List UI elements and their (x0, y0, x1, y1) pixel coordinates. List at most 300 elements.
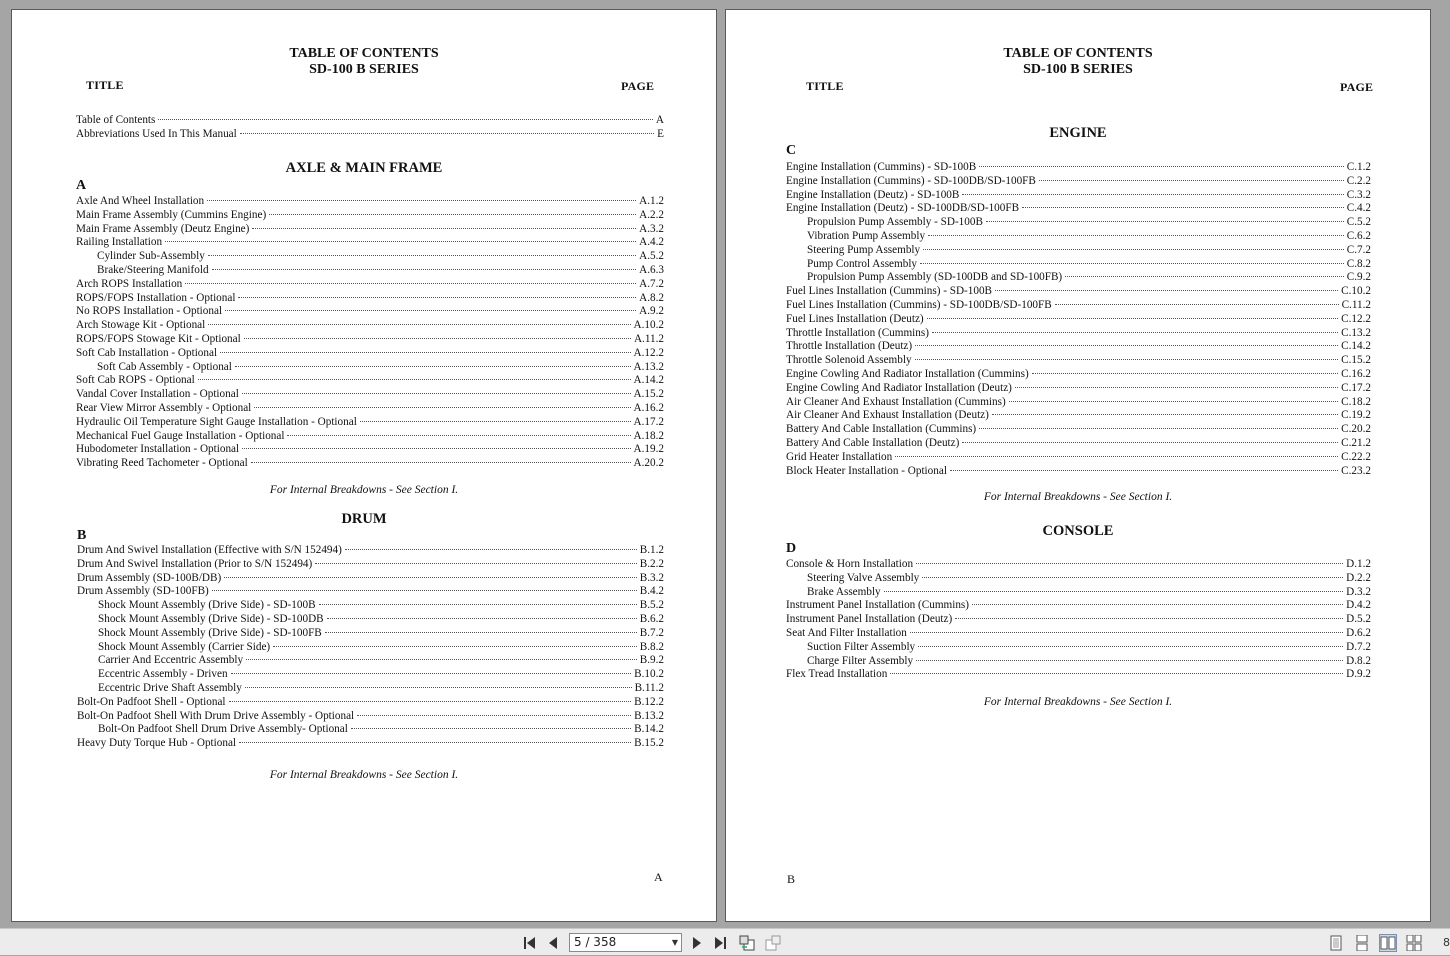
toc-title-line1: TABLE OF CONTENTS (289, 46, 439, 61)
section-heading: DRUM (341, 511, 387, 527)
toc-entry[interactable] (76, 305, 664, 319)
dot-leader (224, 577, 637, 578)
toc-entry-title: Railing Installation (76, 236, 163, 249)
toc-entry[interactable] (786, 437, 1371, 451)
toc-entry-page: C.23.2 (1341, 464, 1371, 477)
toc-entry[interactable] (76, 443, 664, 457)
toc-entry[interactable] (786, 175, 1371, 189)
toc-entry[interactable] (786, 258, 1371, 272)
dot-leader (185, 283, 636, 284)
dot-leader (962, 442, 1338, 443)
toc-entry[interactable] (786, 202, 1371, 216)
toc-entry-title: Soft Cab ROPS - Optional (76, 374, 195, 387)
toc-entry[interactable] (786, 271, 1371, 285)
toc-entry-title: Axle And Wheel Installation (76, 195, 205, 207)
toc-entry-page: B.10.2 (634, 668, 664, 681)
first-page-icon[interactable] (522, 935, 538, 951)
toc-entry-page: C.7.2 (1346, 243, 1371, 256)
page-footer-letter: A (654, 870, 663, 884)
dot-leader (207, 200, 636, 201)
toc-entry-title: Brake Assembly (807, 585, 881, 598)
section-heading: CONSOLE (1042, 523, 1114, 539)
dot-leader (932, 332, 1338, 333)
toc-entry-page: D.2.2 (1346, 571, 1371, 584)
dot-leader (220, 352, 630, 353)
toc-entry-title: Vibration Pump Assembly (807, 229, 926, 242)
toc-entry-page: D.3.2 (1346, 585, 1371, 598)
back-view-icon[interactable] (739, 935, 755, 951)
dot-leader (242, 448, 630, 449)
toc-entry-title: Throttle Solenoid Assembly (786, 354, 912, 367)
toc-entry-title: Instrument Panel Installation (Cummins) (786, 599, 970, 612)
toc-entry-page: A.16.2 (633, 401, 664, 414)
toc-entry[interactable] (76, 209, 664, 223)
single-page-view-icon[interactable] (1328, 935, 1344, 951)
toc-entry-page: B.4.2 (639, 585, 664, 598)
toc-entry-title: Bolt-On Padfoot Shell - Optional (77, 695, 226, 708)
next-page-icon[interactable] (689, 935, 705, 951)
section-letter: B (77, 528, 87, 543)
dot-leader (212, 590, 637, 591)
dot-leader (239, 742, 631, 743)
dot-leader (915, 359, 1339, 360)
toc-entry-page: B.3.2 (639, 571, 664, 584)
toc-entry-title: Soft Cab Installation - Optional (76, 346, 218, 359)
toc-entry-title: Engine Installation (Cummins) - SD-100B (786, 161, 977, 173)
dot-leader (287, 435, 630, 436)
dot-leader (1065, 276, 1344, 277)
toc-entry-page: C.8.2 (1346, 257, 1371, 270)
toc-entry[interactable] (76, 457, 664, 471)
toc-entry[interactable] (76, 236, 664, 250)
previous-page-icon[interactable] (545, 935, 561, 951)
toc-entry-page: C.12.2 (1341, 312, 1371, 325)
toc-entry-page: B.7.2 (639, 626, 664, 639)
toc-entry[interactable] (786, 572, 1371, 586)
toc-entry-title: Hubodometer Installation - Optional (76, 443, 240, 456)
toc-entry[interactable] (76, 114, 664, 128)
facing-continuous-view-icon[interactable] (1406, 935, 1422, 951)
dot-leader (252, 228, 636, 229)
toc-entry[interactable] (77, 585, 664, 599)
dot-leader (972, 604, 1343, 605)
toc-entry[interactable] (77, 641, 664, 655)
toc-entry[interactable] (786, 230, 1371, 244)
toc-entry[interactable] (76, 402, 664, 416)
toc-entry-page: C.20.2 (1341, 423, 1371, 436)
toc-entry-title: Flex Tread Installation (786, 668, 888, 681)
toc-entry-page: D.1.2 (1346, 558, 1371, 570)
toc-entry[interactable] (77, 737, 664, 751)
toc-entry[interactable] (77, 627, 664, 641)
toc-entry-page: A.14.2 (633, 374, 664, 387)
toc-entry-page: A.18.2 (633, 429, 664, 442)
toc-entry[interactable] (76, 430, 664, 444)
toc-entry-page: A.19.2 (633, 443, 664, 456)
toc-entry-title: Throttle Installation (Cummins) (786, 326, 929, 339)
toc-entry-page: A.3.2 (639, 222, 664, 235)
toc-entry-title: No ROPS Installation - Optional (76, 305, 223, 318)
toc-entry-page: D.6.2 (1346, 626, 1371, 639)
toc-entry-title: Air Cleaner And Exhaust Installation (Deutz) (786, 409, 989, 422)
toc-entry-title: Vandal Cover Installation - Optional (76, 388, 239, 401)
toc-entry-page: C.15.2 (1341, 354, 1371, 367)
dot-leader (254, 407, 630, 408)
toc-entry[interactable] (786, 327, 1371, 341)
toc-entry[interactable] (786, 451, 1371, 465)
toc-entry-title: Bolt-On Padfoot Shell With Drum Drive Assembly - Optional (77, 709, 355, 722)
toc-entry-title: Pump Control Assembly (807, 257, 918, 270)
toc-entry[interactable] (786, 465, 1371, 479)
toc-entry-title: Charge Filter Assembly (807, 654, 914, 667)
toc-entry-title: Engine Cowling And Radiator Installation (Deutz) (786, 381, 1012, 394)
toc-entry-title: Cylinder Sub-Assembly (97, 250, 205, 263)
dot-leader (231, 673, 632, 674)
toc-entry[interactable] (786, 368, 1371, 382)
toc-entry-page: A.13.2 (633, 360, 664, 373)
toc-entry-title: Hydraulic Oil Temperature Sight Gauge Installation - Optional (76, 415, 357, 428)
toc-entry-title: Soft Cab Assembly - Optional (97, 360, 232, 373)
toc-entry-page: E (657, 127, 664, 140)
dot-leader (927, 318, 1339, 319)
dot-leader (1032, 373, 1338, 374)
toc-entry[interactable] (786, 382, 1371, 396)
toc-entry-title: Drum And Swivel Installation (Effective with S/N 152494) (77, 544, 342, 556)
zoom-value-truncated: 8 (1443, 936, 1450, 949)
toc-entry-page: B.2.2 (639, 557, 664, 570)
toc-entry-title: Arch Stowage Kit - Optional (76, 319, 206, 332)
toc-entry-page: C.18.2 (1341, 395, 1371, 408)
dot-leader (357, 715, 631, 716)
dot-leader (315, 563, 637, 564)
toc-entry[interactable] (76, 388, 664, 402)
toc-entry[interactable] (77, 572, 664, 586)
toc-entry-title: Fuel Lines Installation (Deutz) (786, 312, 924, 325)
toc-entry-page: A.2.2 (639, 208, 664, 221)
toc-entry[interactable] (786, 216, 1371, 230)
dot-leader (890, 673, 1343, 674)
toc-entry-title: Throttle Installation (Deutz) (786, 340, 913, 353)
toc-entry-page: A.12.2 (633, 346, 664, 359)
section-note: For Internal Breakdowns - See Section I. (983, 696, 1173, 708)
section-heading: AXLE & MAIN FRAME (285, 160, 443, 176)
toc-entry[interactable] (76, 292, 664, 306)
toc-entry-page: C.17.2 (1341, 381, 1371, 394)
toc-entry[interactable] (786, 558, 1371, 572)
dot-leader (351, 728, 631, 729)
toc-title-line2: SD-100 B SERIES (1023, 62, 1133, 77)
toc-entry[interactable] (76, 128, 664, 142)
continuous-view-icon[interactable] (1354, 935, 1370, 951)
page-number-select[interactable] (569, 933, 682, 952)
dot-leader (242, 393, 631, 394)
toc-entry[interactable] (786, 668, 1371, 682)
toc-entry[interactable] (786, 599, 1371, 613)
toc-entry-title: Arch ROPS Installation (76, 277, 183, 290)
toc-entry-page: B.15.2 (634, 737, 664, 750)
toc-entry-page: A.4.2 (639, 236, 664, 249)
dot-leader (269, 214, 636, 215)
toc-entry[interactable] (786, 396, 1371, 410)
dot-leader (165, 241, 636, 242)
toc-entry[interactable] (77, 544, 664, 558)
toc-entry[interactable] (76, 278, 664, 292)
toc-entry-title: Fuel Lines Installation (Cummins) - SD-100DB/SD-100FB (786, 298, 1052, 311)
toc-entry[interactable] (77, 710, 664, 724)
toc-entry-title: Engine Installation (Cummins) - SD-100DB/SD-100FB (786, 174, 1036, 187)
dot-leader (240, 133, 654, 134)
toc-entry[interactable] (76, 374, 664, 388)
toc-entry-title: Heavy Duty Torque Hub - Optional (77, 737, 237, 750)
toc-entry-title: Steering Pump Assembly (807, 243, 921, 256)
toc-title-line2: SD-100 B SERIES (309, 62, 419, 77)
toc-entry[interactable] (786, 161, 1371, 175)
toc-entry-page: A.20.2 (633, 457, 664, 470)
forward-view-icon[interactable] (765, 935, 781, 951)
toc-entry[interactable] (786, 299, 1371, 313)
dot-leader (918, 646, 1343, 647)
toc-entry-page: C.9.2 (1346, 271, 1371, 284)
toc-entry-page: C.16.2 (1341, 367, 1371, 380)
front-matter-list (76, 114, 664, 142)
column-title-header: TITLE (86, 78, 124, 92)
toc-entry-title: Battery And Cable Installation (Deutz) (786, 436, 960, 449)
document-page-left (11, 9, 717, 922)
viewer-toolbar (0, 928, 1450, 955)
dot-leader (229, 701, 632, 702)
toc-entry-page: B.12.2 (634, 695, 664, 708)
dot-leader (979, 166, 1344, 167)
dot-leader (923, 249, 1344, 250)
facing-view-icon[interactable] (1380, 935, 1396, 951)
toc-entry-page: C.2.2 (1346, 174, 1371, 187)
toc-entry-title: Rear View Mirror Assembly - Optional (76, 401, 252, 414)
toc-entry-page: D.9.2 (1346, 668, 1371, 681)
dot-leader (884, 591, 1343, 592)
section-letter: A (76, 178, 87, 193)
dot-leader (915, 345, 1338, 346)
toc-entry[interactable] (786, 244, 1371, 258)
toc-entry[interactable] (786, 313, 1371, 327)
toc-entry-title: Vibrating Reed Tachometer - Optional (76, 457, 248, 470)
toc-entry-title: Console & Horn Installation (786, 558, 914, 570)
toc-entry-page: C.3.2 (1346, 188, 1371, 201)
toc-entry-page: C.19.2 (1341, 409, 1371, 422)
dot-leader (325, 632, 637, 633)
toc-entry-title: ROPS/FOPS Stowage Kit - Optional (76, 332, 241, 345)
toc-entry-page: B.1.2 (639, 544, 664, 556)
axle-toc-list (76, 195, 664, 471)
toc-entry[interactable] (786, 354, 1371, 368)
toc-entry-title: Engine Installation (Deutz) - SD-100B (786, 188, 960, 201)
toc-entry[interactable] (786, 189, 1371, 203)
toc-entry[interactable] (77, 558, 664, 572)
section-note: For Internal Breakdowns - See Section I. (269, 769, 459, 781)
dot-leader (319, 604, 637, 605)
toc-entry-title: Steering Valve Assembly (807, 571, 920, 584)
toc-entry[interactable] (76, 361, 664, 375)
toc-entry-page: B.11.2 (634, 681, 664, 694)
dot-leader (950, 470, 1338, 471)
dot-leader (1055, 304, 1339, 305)
dot-leader (225, 310, 636, 311)
toc-entry-page: B.8.2 (639, 640, 664, 653)
drum-toc-list (77, 544, 664, 751)
column-title-header: TITLE (806, 79, 844, 93)
toc-entry-page: B.5.2 (639, 599, 664, 612)
toc-entry[interactable] (77, 723, 664, 737)
toc-entry-page: B.14.2 (634, 723, 664, 736)
toc-entry-page: C.6.2 (1346, 229, 1371, 242)
dot-leader (238, 297, 636, 298)
toc-entry-title: Shock Mount Assembly (Drive Side) - SD-100DB (98, 612, 324, 625)
dot-leader (928, 235, 1344, 236)
dot-leader (920, 263, 1344, 264)
toc-entry-page: D.4.2 (1346, 599, 1371, 612)
toc-entry-page: B.13.2 (634, 709, 664, 722)
column-page-header: PAGE (621, 79, 655, 93)
toc-entry[interactable] (786, 285, 1371, 299)
toc-entry-title: Main Frame Assembly (Deutz Engine) (76, 222, 250, 235)
dot-leader (992, 414, 1338, 415)
toc-entry-title: Drum Assembly (SD-100FB) (77, 585, 209, 598)
toc-entry[interactable] (77, 696, 664, 710)
toc-entry[interactable] (77, 599, 664, 613)
section-letter: D (786, 541, 797, 556)
dot-leader (235, 366, 631, 367)
toc-entry-page: A.7.2 (639, 277, 664, 290)
toc-entry-title: Drum Assembly (SD-100B/DB) (77, 571, 222, 584)
toc-entry-page: C.21.2 (1341, 436, 1371, 449)
toc-entry-title: Seat And Filter Installation (786, 626, 907, 639)
dot-leader (995, 290, 1338, 291)
dot-leader (1009, 401, 1338, 402)
dot-leader (1022, 207, 1344, 208)
toc-entry[interactable] (76, 347, 664, 361)
toc-entry-page: A.9.2 (639, 305, 664, 318)
toc-entry-title: Air Cleaner And Exhaust Installation (Cummins) (786, 395, 1006, 408)
dot-leader (922, 577, 1343, 578)
toc-title (12, 46, 716, 78)
toc-entry-page: A.15.2 (633, 388, 664, 401)
column-page-header: PAGE (1340, 80, 1374, 94)
dot-leader (979, 428, 1338, 429)
toc-entry[interactable] (786, 627, 1371, 641)
toc-entry-title: Mechanical Fuel Gauge Installation - Optional (76, 429, 285, 442)
dot-leader (245, 687, 632, 688)
toc-entry[interactable] (77, 668, 664, 682)
toc-entry-title: Shock Mount Assembly (Drive Side) - SD-100FB (98, 626, 322, 639)
dot-leader (251, 462, 631, 463)
dot-leader (895, 456, 1338, 457)
toc-entry[interactable] (76, 195, 664, 209)
toc-entry-title: Engine Installation (Deutz) - SD-100DB/SD-100FB (786, 202, 1020, 215)
toc-entry-title: Propulsion Pump Assembly (SD-100DB and SD-100FB) (807, 271, 1063, 284)
dot-leader (910, 632, 1343, 633)
toc-entry-page: A.8.2 (639, 291, 664, 304)
toc-entry-title: Brake/Steering Manifold (97, 263, 209, 276)
last-page-icon[interactable] (712, 935, 728, 951)
toc-entry[interactable] (786, 409, 1371, 423)
dot-leader (360, 421, 631, 422)
toc-title-line1: TABLE OF CONTENTS (1003, 46, 1153, 61)
section-heading: ENGINE (1049, 125, 1107, 141)
section-note: For Internal Breakdowns - See Section I. (983, 491, 1173, 503)
toc-entry-page: D.8.2 (1346, 654, 1371, 667)
toc-entry-page: A.11.2 (633, 332, 664, 345)
toc-title (726, 46, 1430, 78)
engine-toc-list (786, 161, 1371, 478)
dot-leader (198, 379, 631, 380)
toc-entry[interactable] (786, 423, 1371, 437)
toc-entry[interactable] (76, 333, 664, 347)
toc-entry-page: C.14.2 (1341, 340, 1371, 353)
dot-leader (916, 563, 1343, 564)
toc-entry[interactable] (76, 319, 664, 333)
dot-leader (327, 618, 637, 619)
toc-entry-page: C.5.2 (1346, 216, 1371, 229)
toc-entry-title: Shock Mount Assembly (Carrier Side) (98, 640, 271, 653)
dot-leader (986, 221, 1344, 222)
dot-leader (1015, 387, 1338, 388)
dot-leader (955, 618, 1343, 619)
dot-leader (916, 660, 1343, 661)
toc-entry-title: Abbreviations Used In This Manual (76, 127, 237, 140)
document-page-right (725, 9, 1431, 922)
toc-entry[interactable] (76, 250, 664, 264)
dot-leader (1039, 180, 1344, 181)
toc-entry-title: Grid Heater Installation (786, 450, 893, 463)
dot-leader (208, 255, 636, 256)
toc-entry-title: Propulsion Pump Assembly - SD-100B (807, 216, 983, 229)
toc-entry[interactable] (786, 655, 1371, 669)
dot-leader (246, 659, 637, 660)
dot-leader (158, 119, 653, 120)
toc-entry-page: B.6.2 (639, 612, 664, 625)
toc-entry[interactable] (77, 682, 664, 696)
toc-entry-title: Engine Cowling And Radiator Installation (Cummins) (786, 367, 1029, 380)
toc-entry[interactable] (76, 416, 664, 430)
toc-entry[interactable] (76, 223, 664, 237)
toc-entry-title: ROPS/FOPS Installation - Optional (76, 291, 236, 304)
dot-leader (244, 338, 631, 339)
toc-entry[interactable] (786, 641, 1371, 655)
toc-entry[interactable] (76, 264, 664, 278)
toc-entry[interactable] (786, 586, 1371, 600)
toc-entry-title: Battery And Cable Installation (Cummins) (786, 423, 977, 436)
toc-entry-page: C.10.2 (1341, 285, 1371, 298)
toc-entry-page: C.22.2 (1341, 450, 1371, 463)
section-note: For Internal Breakdowns - See Section I. (269, 484, 459, 496)
toc-entry-page: C.4.2 (1346, 202, 1371, 215)
toc-entry[interactable] (786, 340, 1371, 354)
toc-entry-page: A.17.2 (633, 415, 664, 428)
toc-entry-title: Suction Filter Assembly (807, 640, 916, 653)
dot-leader (273, 646, 637, 647)
toc-entry-page: B.9.2 (639, 654, 664, 667)
toc-entry[interactable] (77, 613, 664, 627)
toc-entry-title: Eccentric Drive Shaft Assembly (98, 681, 242, 694)
toc-entry[interactable] (77, 654, 664, 668)
dot-leader (962, 194, 1343, 195)
toc-entry-page: C.1.2 (1346, 161, 1371, 173)
toc-entry-title: Block Heater Installation - Optional (786, 464, 947, 477)
page-number-value: 5 / 358 (574, 935, 617, 949)
toc-entry-title: Instrument Panel Installation (Deutz) (786, 613, 953, 626)
page-footer-letter: B (787, 872, 796, 886)
toc-entry[interactable] (786, 613, 1371, 627)
toc-entry-page: A (655, 114, 664, 126)
